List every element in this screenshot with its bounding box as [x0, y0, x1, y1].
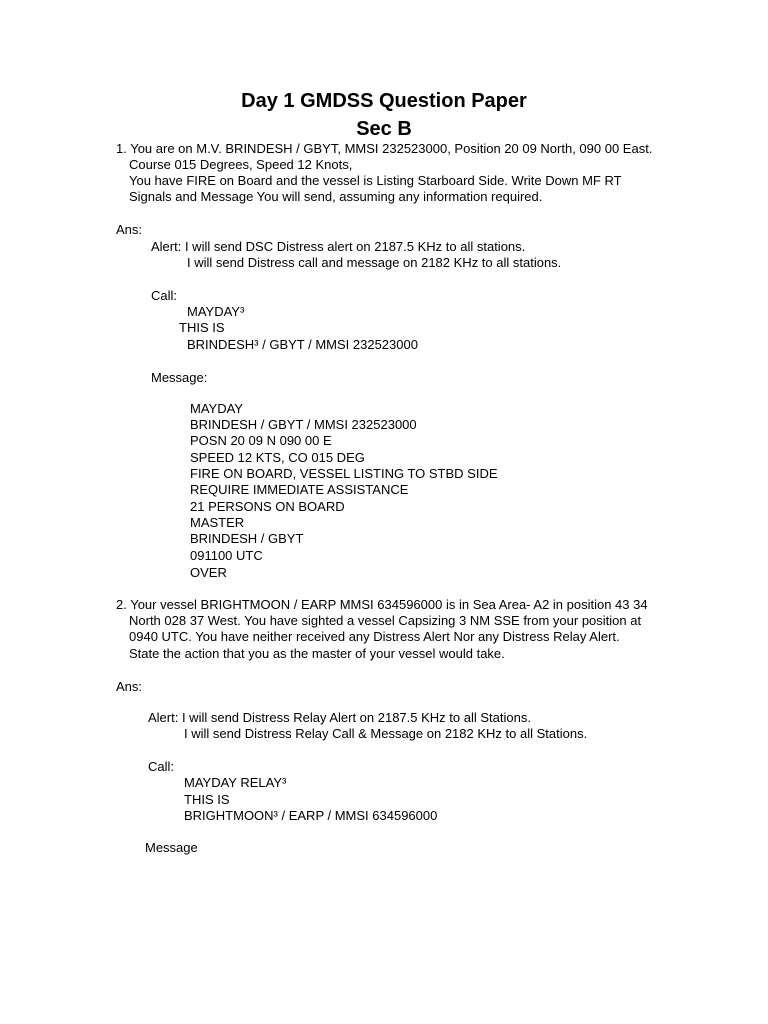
question-1-line: 1. You are on M.V. BRINDESH / GBYT, MMSI 232523000, Position 20 09 North, 090 00 East. — [116, 141, 653, 156]
message-line: MASTER — [190, 515, 245, 530]
alert-line: I will send Distress Relay Call & Message on 2182 KHz to all Stations. — [184, 726, 588, 741]
call-line: MAYDAY RELAY³ — [184, 775, 287, 790]
call-label: Call: — [148, 759, 175, 774]
question-2-line: 2. Your vessel BRIGHTMOON / EARP MMSI 634596000 is in Sea Area- A2 in position 43 34 — [116, 597, 648, 612]
question-1-line: You have FIRE on Board and the vessel is Listing Starboard Side. Write Down MF RT — [129, 173, 622, 188]
call-line: MAYDAY³ — [187, 304, 245, 319]
question-1-line: Signals and Message You will send, assuming any information required. — [129, 189, 543, 204]
call-line: THIS IS — [179, 320, 225, 335]
message-line: 21 PERSONS ON BOARD — [190, 499, 345, 514]
call-line: THIS IS — [184, 792, 230, 807]
message-line: SPEED 12 KTS, CO 015 DEG — [190, 450, 365, 465]
question-2-line: State the action that you as the master of your vessel would take. — [129, 646, 505, 661]
question-2-line: 0940 UTC. You have neither received any Distress Alert Nor any Distress Relay Alert. — [129, 629, 620, 644]
alert-line: Alert: I will send DSC Distress alert on 2187.5 KHz to all stations. — [151, 239, 526, 254]
page-subtitle: Sec B — [356, 118, 412, 140]
message-line: FIRE ON BOARD, VESSEL LISTING TO STBD SIDE — [190, 466, 498, 481]
message-label: Message: — [151, 370, 208, 385]
page-title: Day 1 GMDSS Question Paper — [241, 90, 527, 112]
question-2-line: North 028 37 West. You have sighted a vessel Capsizing 3 NM SSE from your position at — [129, 613, 642, 628]
call-line: BRIGHTMOON³ / EARP / MMSI 634596000 — [184, 808, 438, 823]
alert-line: Alert: I will send Distress Relay Alert on 2187.5 KHz to all Stations. — [148, 710, 531, 725]
alert-line: I will send Distress call and message on 2182 KHz to all stations. — [187, 255, 562, 270]
message-line: 091100 UTC — [190, 548, 263, 563]
call-label: Call: — [151, 288, 178, 303]
answer-label: Ans: — [116, 222, 143, 237]
message-label: Message — [145, 840, 198, 855]
message-line: POSN 20 09 N 090 00 E — [190, 433, 332, 448]
message-line: OVER — [190, 565, 227, 580]
message-line: BRINDESH / GBYT — [190, 531, 304, 546]
message-line: REQUIRE IMMEDIATE ASSISTANCE — [190, 482, 409, 497]
call-line: BRINDESH³ / GBYT / MMSI 232523000 — [187, 337, 418, 352]
question-1-line: Course 015 Degrees, Speed 12 Knots, — [129, 157, 353, 172]
message-line: BRINDESH / GBYT / MMSI 232523000 — [190, 417, 417, 432]
answer-label: Ans: — [116, 679, 143, 694]
message-line: MAYDAY — [190, 401, 243, 416]
